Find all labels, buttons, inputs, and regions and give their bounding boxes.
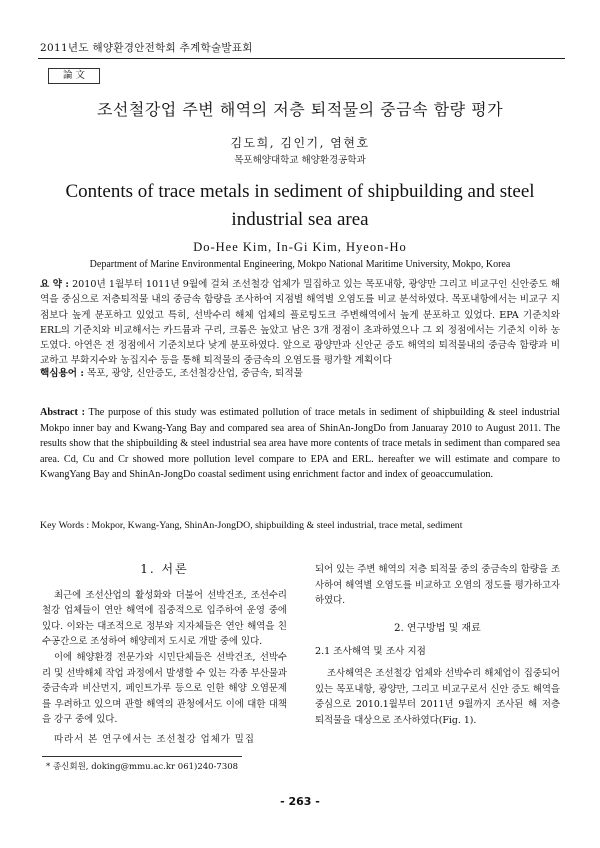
page-number: - 263 - bbox=[280, 795, 320, 808]
english-title-line1: Contents of trace metals in sediment of shipbuilding and steel bbox=[65, 181, 535, 202]
korean-affiliation: 목포해양대학교 해양환경공학과 bbox=[234, 155, 366, 166]
right-paragraph1: 되어 있는 주변 해역의 저층 퇴적물 중의 중금속의 함량을 조사하여 해역별 오염도를 비교하고 오염의 정도를 평가하고자 하였다. bbox=[315, 564, 560, 607]
english-keywords-label: Key Words : bbox=[40, 520, 90, 531]
korean-abstract-label: 요 약 : bbox=[40, 279, 69, 290]
section2-heading: 2. 연구방법 및 재료 bbox=[394, 622, 481, 634]
korean-abstract-text: 2010년 1월부터 1011년 9월에 걸쳐 조선철강 업체가 밀집하고 있는 목포내항, 광양만 그리고 비교구인 신안중도 해역을 중심으로 저층퇴적물 내의 중금속 함량을 조사하여 지점별 해역별 오염도를 비교 분석하였다. 목포내항에서는 비교구 지점보다 높게 분포하고 있었고 특히, 선박수리 해체 업체의 플로팅도크 주변해역에서 높게 분포하고 있었다. EPA 기준치와 ERL의 기준치와 비교해서는 카드뮴과 구리, 크롬은 높았고 남은 3개 정점이 초과하였으나 그 외 정점에서는 기준치 이하 농도였다. 아연은 전 정점에서 기준치보다 낮게 분포하였다. 앞으로 광양만과 신안군 증도 해역의 퇴적물내의 중금속 함량과 비교하고 부화지수와 농집지수 등을 통해 퇴적물의 중금속의 오염도를 평가할 계획이다 bbox=[40, 279, 560, 367]
paper-type-badge: 論 文 bbox=[48, 68, 100, 84]
english-keywords bbox=[40, 518, 560, 533]
footnote: * 종신회원, doking@mmu.ac.kr 061)240-7308 bbox=[46, 762, 239, 772]
korean-abstract bbox=[40, 277, 560, 369]
left-column bbox=[42, 562, 287, 748]
korean-authors: 김도희, 김인기, 염현호 bbox=[230, 136, 370, 150]
footnote-rule bbox=[42, 756, 242, 757]
header-rule bbox=[38, 58, 565, 59]
english-abstract-text: The purpose of this study was estimated pollution of trace metals in sediment of shipbuilding & steel industrial Mokpo inner bay and Kwang-Yang Bay and compared sea area of ShinAn-JongDo from Januaray 2010 to August 2011. The results show that the shipbuilding & steel industrial sea area have more contents of trace metals in sediment than compared sea area. Cd, Cu and Cr showed more pollution level compare to EPA and ERL. hereafter we will estimate and compare to KwangYang Bay and ShinAn-JongDo coastal sediment using enrichment factor and index of geoaccumulation. bbox=[40, 407, 561, 481]
english-title bbox=[60, 178, 540, 234]
korean-keywords-text: 목포, 광양, 신안증도, 조선철강산업, 중금속, 퇴적물 bbox=[83, 368, 303, 379]
section2-1-heading: 2.1 조사해역 및 조사 지점 bbox=[315, 646, 426, 658]
section1-paragraph3: 따라서 본 연구에서는 조선철강 업체가 밀집 bbox=[54, 733, 255, 745]
korean-title: 조선철강업 주변 해역의 저층 퇴적물의 중금속 함량 평가 bbox=[96, 100, 504, 119]
english-abstract-label: Abstract : bbox=[40, 407, 85, 418]
korean-keywords bbox=[40, 366, 560, 381]
right-column bbox=[315, 562, 560, 728]
korean-keywords-label: 핵심용어 : bbox=[40, 368, 84, 379]
section1-paragraph1: 최근에 조선산업의 활성화와 더불어 선박건조, 조선수리 철강 업체들이 연안 해역에 집중적으로 입주하여 운영 중에 있다. 이와는 대조적으로 정부와 지자체들은 연안 해역을 친수공간으로 조성하여 해양레저 도시로 개발 중에 있다. bbox=[42, 589, 287, 648]
english-affiliation: Department of Marine Environmental Engineering, Mokpo National Maritime University, Mokpo, Korea bbox=[89, 259, 511, 270]
english-abstract bbox=[40, 405, 560, 483]
english-authors: Do-Hee Kim, In-Gi Kim, Hyeon-Ho bbox=[193, 240, 407, 254]
right-paragraph2: 조사해역은 조선철강 업체와 선박수리 해체업이 집중되어 있는 목포내항, 광양만, 그리고 비교구로서 신안 증도 해역을 중심으로 2010.1월부터 2011년 9월까지 조사된 해 저층 퇴적물을 대상으로 조사하였다(Fig. 1). bbox=[315, 667, 560, 726]
conference-header: 2011년도 해양환경안전학회 추계학술발표회 bbox=[40, 42, 253, 54]
english-keywords-text: Mokpor, Kwang-Yang, ShinAn-JongDO, shipbuilding & steel industrial, trace metal, sediment bbox=[89, 520, 463, 531]
section1-paragraph2: 이에 해양환경 전문가와 시민단체들은 선박건조, 선박수리 및 선박해체 작업 과정에서 발생할 수 있는 각종 부산물과 중금속과 비산먼지, 페인트가루 등으로 인한 해양 오염문제를 우려하고 있으며 관할 해역의 관청에서도 이에 대한 대책을 강구 중에 있다. bbox=[42, 651, 287, 726]
section1-heading: 1. 서론 bbox=[140, 562, 189, 576]
english-title-line2: industrial sea area bbox=[231, 209, 369, 230]
